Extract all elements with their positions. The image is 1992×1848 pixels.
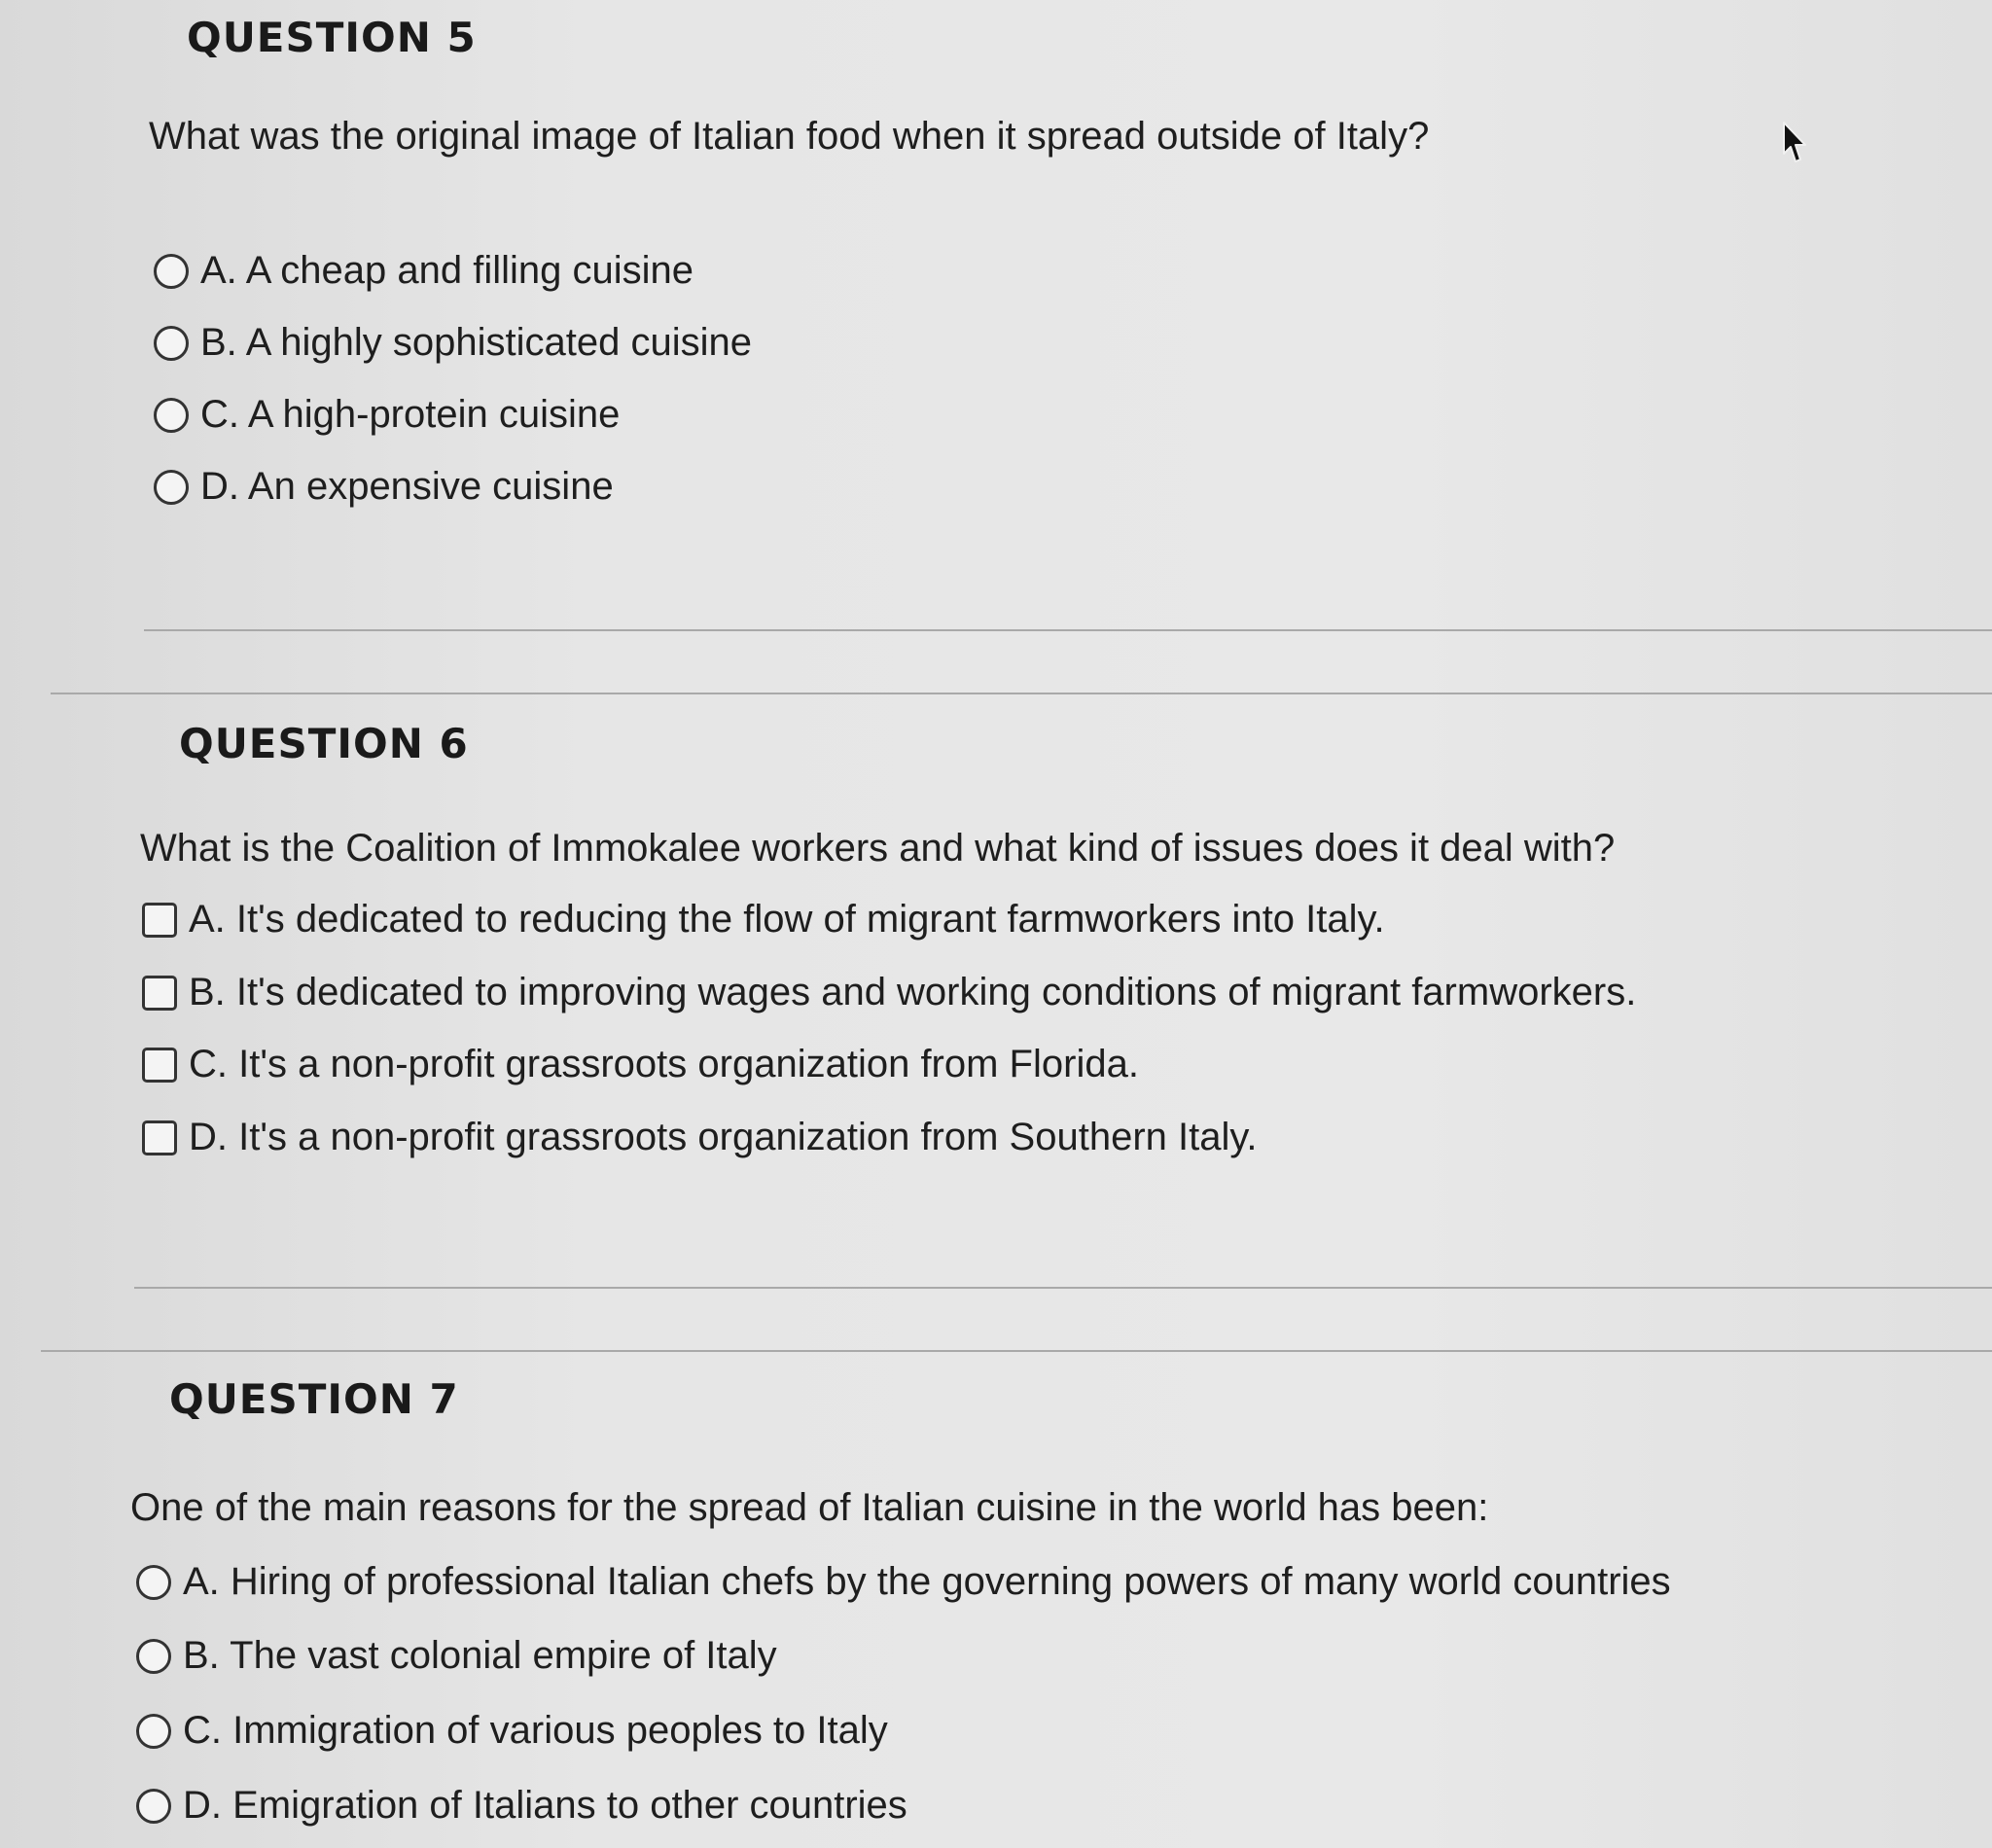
- question-5-bottom-divider: [144, 629, 1992, 631]
- question-6-option-d[interactable]: [142, 1116, 1258, 1159]
- checkbox[interactable]: [142, 1120, 177, 1155]
- question-6-option-c[interactable]: [142, 1043, 1139, 1086]
- radio-button[interactable]: [136, 1565, 171, 1600]
- option-label: D. It's a non-profit grassroots organization from Southern Italy.: [189, 1116, 1258, 1158]
- option-label: B. The vast colonial empire of Italy: [183, 1634, 777, 1677]
- question-7-option-b[interactable]: [136, 1634, 777, 1678]
- question-7-option-a[interactable]: [136, 1560, 1671, 1604]
- option-label: D. An expensive cuisine: [200, 465, 614, 508]
- question-7-option-d[interactable]: [136, 1784, 907, 1828]
- option-label: D. Emigration of Italians to other countries: [183, 1784, 907, 1827]
- question-6-prompt: What is the Coalition of Immokalee workers and what kind of issues does it deal with?: [140, 827, 1616, 870]
- option-label: C. Immigration of various peoples to Italy: [183, 1709, 888, 1752]
- question-6-bottom-divider: [134, 1287, 1992, 1289]
- question-7-option-c[interactable]: [136, 1709, 888, 1753]
- section-divider: [51, 693, 1992, 694]
- radio-button[interactable]: [136, 1789, 171, 1824]
- checkbox[interactable]: [142, 1048, 177, 1083]
- question-7-prompt: One of the main reasons for the spread of Italian cuisine in the world has been:: [130, 1486, 1489, 1529]
- option-label: A. Hiring of professional Italian chefs by the governing powers of many world countries: [183, 1560, 1671, 1603]
- radio-button[interactable]: [154, 398, 189, 433]
- radio-button[interactable]: [136, 1714, 171, 1749]
- question-6-option-a[interactable]: [142, 898, 1385, 942]
- question-5-option-a[interactable]: [154, 249, 694, 293]
- option-label: A. A cheap and filling cuisine: [200, 249, 694, 292]
- option-label: B. It's dedicated to improving wages and working conditions of migrant farmworkers.: [189, 971, 1637, 1013]
- radio-button[interactable]: [154, 254, 189, 289]
- question-5-option-d[interactable]: [154, 465, 614, 509]
- question-7-heading: QUESTION 7: [169, 1375, 459, 1423]
- checkbox[interactable]: [142, 903, 177, 938]
- mouse-pointer-icon: [1782, 121, 1809, 167]
- radio-button[interactable]: [136, 1639, 171, 1674]
- question-6-heading: QUESTION 6: [179, 720, 469, 767]
- radio-button[interactable]: [154, 326, 189, 361]
- radio-button[interactable]: [154, 470, 189, 505]
- section-divider: [41, 1350, 1992, 1352]
- question-5-option-c[interactable]: [154, 393, 620, 437]
- question-5-heading: QUESTION 5: [187, 14, 477, 61]
- question-5-option-b[interactable]: [154, 321, 752, 365]
- option-label: C. A high-protein cuisine: [200, 393, 621, 436]
- question-6-option-b[interactable]: [142, 971, 1636, 1014]
- option-label: C. It's a non-profit grassroots organization from Florida.: [189, 1043, 1139, 1085]
- checkbox[interactable]: [142, 976, 177, 1011]
- option-label: A. It's dedicated to reducing the flow of migrant farmworkers into Italy.: [189, 898, 1385, 941]
- option-label: B. A highly sophisticated cuisine: [200, 321, 753, 364]
- question-5-prompt: What was the original image of Italian food when it spread outside of Italy?: [149, 115, 1430, 158]
